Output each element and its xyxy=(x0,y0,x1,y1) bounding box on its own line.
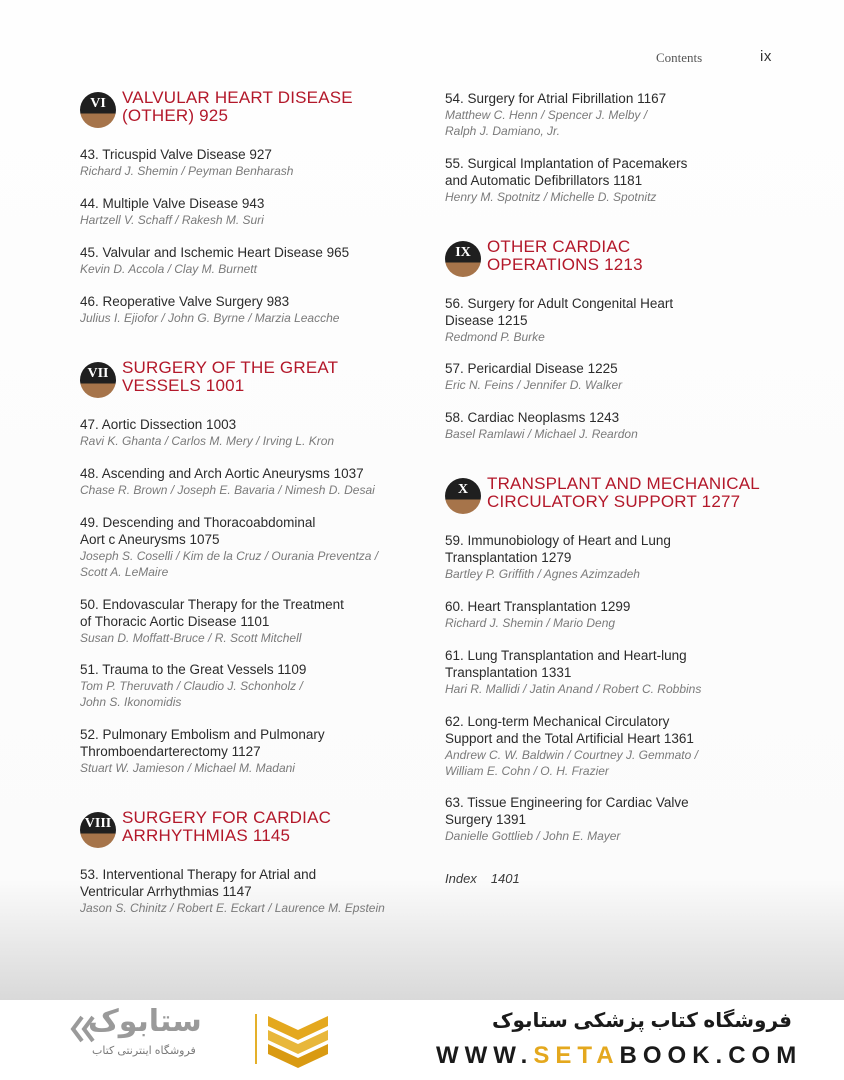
section-title: OTHER CARDIAC OPERATIONS 1213 xyxy=(487,237,643,274)
toc-entry[interactable] xyxy=(445,295,790,345)
index-page-number: 1401 xyxy=(490,871,520,886)
chapter-title: 47. Aortic Dissection 1003 xyxy=(80,417,237,432)
chapter-authors: Kevin D. Accola / Clay M. Burnett xyxy=(80,262,257,276)
toc-entry[interactable] xyxy=(445,360,790,393)
chapter-authors: Tom P. Theruvath / Claudio J. Schonholz / John S. Ikonomidis xyxy=(80,679,303,709)
index-entry[interactable] xyxy=(445,871,520,886)
chapter-title: 61. Lung Transplantation and Heart-lung Transplantation 1331 xyxy=(445,648,687,680)
chapter-title: 62. Long-term Mechanical Circulatory Support and the Total Artificial Heart 1361 xyxy=(445,714,694,746)
chapter-authors: Joseph S. Coselli / Kim de la Cruz / Ourania Preventza / Scott A. LeMaire xyxy=(80,549,379,579)
toc-entry[interactable] xyxy=(80,726,425,776)
chapter-authors: Jason S. Chinitz / Robert E. Eckart / Laurence M. Epstein xyxy=(80,901,385,915)
running-title: Contents xyxy=(656,50,703,65)
chapter-authors: Henry M. Spotnitz / Michelle D. Spotnitz xyxy=(445,190,657,204)
chapter-authors: Danielle Gottlieb / John E. Mayer xyxy=(445,829,621,843)
chapter-title: 56. Surgery for Adult Congenital Heart Disease 1215 xyxy=(445,296,674,328)
toc-entry[interactable] xyxy=(80,465,425,498)
section-number-badge: VI xyxy=(80,92,116,128)
chapter-title: 63. Tissue Engineering for Cardiac Valve Surgery 1391 xyxy=(445,795,689,827)
toc-entry[interactable] xyxy=(445,532,790,582)
section-viii-heading[interactable] xyxy=(80,808,425,856)
footer-divider xyxy=(255,1014,257,1064)
toc-entry[interactable] xyxy=(80,146,425,179)
chapter-authors: Eric N. Feins / Jennifer D. Walker xyxy=(445,378,623,392)
toc-entry[interactable] xyxy=(445,713,790,779)
toc-entry[interactable] xyxy=(445,647,790,697)
toc-entry[interactable] xyxy=(445,155,790,205)
chapter-title: 52. Pulmonary Embolism and Pulmonary Thromboendarterectomy 1127 xyxy=(80,727,325,759)
section-title: TRANSPLANT AND MECHANICAL CIRCULATORY SUPPORT 1277 xyxy=(487,474,760,511)
chapter-title: 46. Reoperative Valve Surgery 983 xyxy=(80,294,290,309)
chapter-title: 43. Tricuspid Valve Disease 927 xyxy=(80,147,272,162)
toc-entry[interactable] xyxy=(80,244,425,277)
toc-entry[interactable] xyxy=(80,195,425,228)
section-ix-heading[interactable] xyxy=(445,237,790,285)
chapter-title: 45. Valvular and Ischemic Heart Disease 965 xyxy=(80,245,350,260)
chapter-title: 51. Trauma to the Great Vessels 1109 xyxy=(80,662,307,677)
section-vi-heading[interactable] xyxy=(80,88,425,136)
page-number: ix xyxy=(760,48,772,65)
section-vii-heading[interactable] xyxy=(80,358,425,406)
toc-entry[interactable] xyxy=(80,514,425,580)
chapter-title: 59. Immunobiology of Heart and Lung Transplantation 1279 xyxy=(445,533,671,565)
chapter-authors: Stuart W. Jamieson / Michael M. Madani xyxy=(80,761,295,775)
chapter-title: 53. Interventional Therapy for Atrial and Ventricular Arrhythmias 1147 xyxy=(80,867,317,899)
chapter-title: 50. Endovascular Therapy for the Treatment of Thoracic Aortic Disease 1101 xyxy=(80,597,344,629)
section-title: SURGERY FOR CARDIAC ARRHYTHMIAS 1145 xyxy=(122,808,332,845)
stacked-chevrons-logo-icon xyxy=(262,1012,334,1068)
chapter-authors: Chase R. Brown / Joseph E. Bavaria / Nimesh D. Desai xyxy=(80,483,375,497)
section-x-heading[interactable] xyxy=(445,474,790,522)
footer-logo-subtitle: فروشگاه اینترنتی کتاب xyxy=(92,1045,196,1057)
chapter-authors: Julius I. Ejiofor / John G. Byrne / Marzia Leacche xyxy=(80,311,340,325)
section-number-badge: X xyxy=(445,478,481,514)
toc-entry[interactable] xyxy=(80,596,425,646)
toc-entry[interactable] xyxy=(445,794,790,844)
shop-url[interactable]: WWW.SETABOOK.COM xyxy=(436,1042,803,1069)
chapter-title: 55. Surgical Implantation of Pacemakers and Automatic Defibrillators 1181 xyxy=(445,156,688,188)
toc-entry[interactable] xyxy=(445,409,790,442)
toc-entry[interactable] xyxy=(80,866,425,916)
toc-entry[interactable] xyxy=(80,416,425,449)
footer-banner xyxy=(0,1000,844,1080)
chapter-authors: Richard J. Shemin / Mario Deng xyxy=(445,616,616,630)
chapter-title: 44. Multiple Valve Disease 943 xyxy=(80,196,265,211)
chapter-authors: Hartzell V. Schaff / Rakesh M. Suri xyxy=(80,213,264,227)
toc-entry[interactable] xyxy=(80,661,425,710)
chapter-authors: Richard J. Shemin / Peyman Benharash xyxy=(80,164,294,178)
section-title: SURGERY OF THE GREAT VESSELS 1001 xyxy=(122,358,339,395)
chapter-title: 49. Descending and Thoracoabdominal Aort c Aneurysms 1075 xyxy=(80,515,316,547)
shop-name: فروشگاه کتاب پزشکی ستابوک xyxy=(491,1010,792,1032)
chapter-title: 48. Ascending and Arch Aortic Aneurysms 1037 xyxy=(80,466,364,481)
chapter-authors: Redmond P. Burke xyxy=(445,330,545,344)
chapter-title: 58. Cardiac Neoplasms 1243 xyxy=(445,410,620,425)
chapter-authors: Basel Ramlawi / Michael J. Reardon xyxy=(445,427,638,441)
chapter-authors: Hari R. Mallidi / Jatin Anand / Robert C. Robbins xyxy=(445,682,702,696)
section-number-badge: VII xyxy=(80,362,116,398)
chapter-authors: Ravi K. Ghanta / Carlos M. Mery / Irving L. Kron xyxy=(80,434,335,448)
toc-entry[interactable] xyxy=(80,293,425,326)
chapter-title: 57. Pericardial Disease 1225 xyxy=(445,361,618,376)
chapter-title: 54. Surgery for Atrial Fibrillation 1167 xyxy=(445,91,667,106)
section-number-badge: IX xyxy=(445,241,481,277)
chapter-authors: Matthew C. Henn / Spencer J. Melby / Ralph J. Damiano, Jr. xyxy=(445,108,648,138)
chapter-title: 60. Heart Transplantation 1299 xyxy=(445,599,631,614)
chapter-authors: Andrew C. W. Baldwin / Courtney J. Gemmato / William E. Cohn / O. H. Frazier xyxy=(445,748,698,778)
index-label: Index xyxy=(445,871,477,886)
section-title: VALVULAR HEART DISEASE (OTHER) 925 xyxy=(122,88,353,125)
footer-logo-text: ستابوک xyxy=(88,1005,202,1038)
running-header xyxy=(0,50,844,70)
toc-entry[interactable] xyxy=(445,598,790,631)
chapter-authors: Bartley P. Griffith / Agnes Azimzadeh xyxy=(445,567,640,581)
toc-entry[interactable] xyxy=(445,90,790,139)
chapter-authors: Susan D. Moffatt-Bruce / R. Scott Mitchell xyxy=(80,631,302,645)
section-number-badge: VIII xyxy=(80,812,116,848)
